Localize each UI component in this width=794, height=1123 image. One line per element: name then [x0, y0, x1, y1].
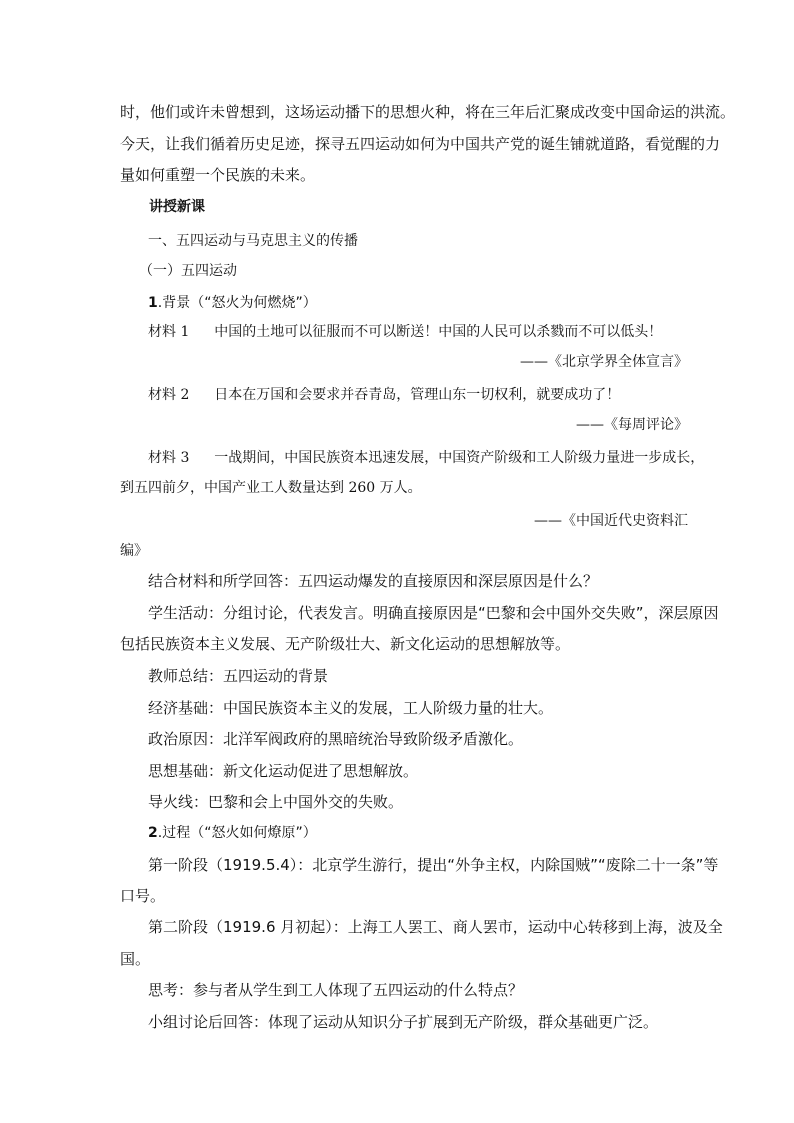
- political-cause: 政治原因：北洋军阀政府的黑暗统治导致阶级矛盾激化。: [148, 730, 524, 748]
- material-3-text-line-1: 一战期间，中国民族资本迅速发展，中国资产阶级和工人阶级力量进一步成长，: [214, 450, 705, 466]
- ideological-basis: 思想基础：新文化运动促进了思想解放。: [148, 762, 419, 780]
- stage-1-line-1: 第一阶段（1919.5.4）：北京学生游行，提出“外争主权，内除国贼”“废除二十一条”等: [148, 856, 719, 874]
- process-heading: [148, 823, 317, 843]
- background-heading: [148, 293, 317, 313]
- material-2-source: ——《每周评论》: [576, 417, 688, 433]
- material-3-text-line-2: 到五四前夕，中国产业工人数量达到 260 万人。: [120, 480, 422, 496]
- fuse-cause: 导火线：巴黎和会上中国外交的失败。: [148, 793, 404, 811]
- material-3: [148, 448, 704, 468]
- process-number: 2: [148, 825, 158, 841]
- material-1-label: 材料 1: [148, 324, 190, 340]
- process-title: .过程（“怒火如何燎原”）: [157, 825, 317, 841]
- economic-basis: 经济基础：中国民族资本主义的发展，工人阶级力量的壮大。: [148, 699, 554, 717]
- material-1-text: 中国的土地可以征服而不可以断送！中国的人民可以杀戮而不可以低头！: [214, 324, 663, 340]
- material-2: [148, 385, 620, 405]
- summary-title: 教师总结：五四运动的背景: [148, 667, 329, 685]
- activity-line-2: 包括民族资本主义发展、无产阶级壮大、新文化运动的思想解放等。: [120, 635, 571, 653]
- intro-line-1: 时，他们或许未曾想到，这场运动播下的思想火种，将在三年后汇聚成改变中国命运的洪流。: [120, 103, 736, 121]
- think-question: 思考：参与者从学生到工人体现了五四运动的什么特点？: [148, 981, 524, 999]
- stage-1-line-2: 口号。: [120, 887, 166, 905]
- material-3-label: 材料 3: [148, 450, 190, 466]
- question-text: 结合材料和所学回答：五四运动爆发的直接原因和深层原因是什么？: [148, 572, 599, 590]
- material-1: [148, 322, 662, 342]
- subpart-title: （一）五四运动: [139, 263, 237, 279]
- part-title: 一、五四运动与马克思主义的传播: [148, 233, 358, 249]
- material-3-source-line-1: ——《中国近代史资料汇: [534, 513, 688, 529]
- background-number: 1: [148, 295, 158, 311]
- activity-line-1: 学生活动：分组讨论，代表发言。明确直接原因是“巴黎和会中国外交失败”，深层原因: [148, 604, 719, 622]
- material-3-source-line-2: 编》: [120, 543, 148, 559]
- stage-2-line-1: 第二阶段（1919.6 月初起）：上海工人罢工、商人罢市，运动中心转移到上海，波及全: [148, 918, 723, 936]
- background-title: .背景（“怒火为何燃烧”）: [157, 295, 317, 311]
- intro-line-2: 今天，让我们循着历史足迹，探寻五四运动如何为中国共产党的诞生铺就道路，看觉醒的力: [120, 135, 721, 153]
- section-heading: 讲授新课: [149, 199, 205, 215]
- material-2-text: 日本在万国和会要求并吞青岛，管理山东一切权利，就要成功了！: [214, 387, 621, 403]
- material-1-source: ——《北京学界全体宣言》: [520, 354, 688, 370]
- group-answer: 小组讨论后回答：体现了运动从知识分子扩展到无产阶级，群众基础更广泛。: [148, 1013, 659, 1031]
- stage-2-line-2: 国。: [120, 950, 151, 968]
- intro-line-3: 量如何重塑一个民族的未来。: [120, 166, 316, 184]
- material-2-label: 材料 2: [148, 387, 190, 403]
